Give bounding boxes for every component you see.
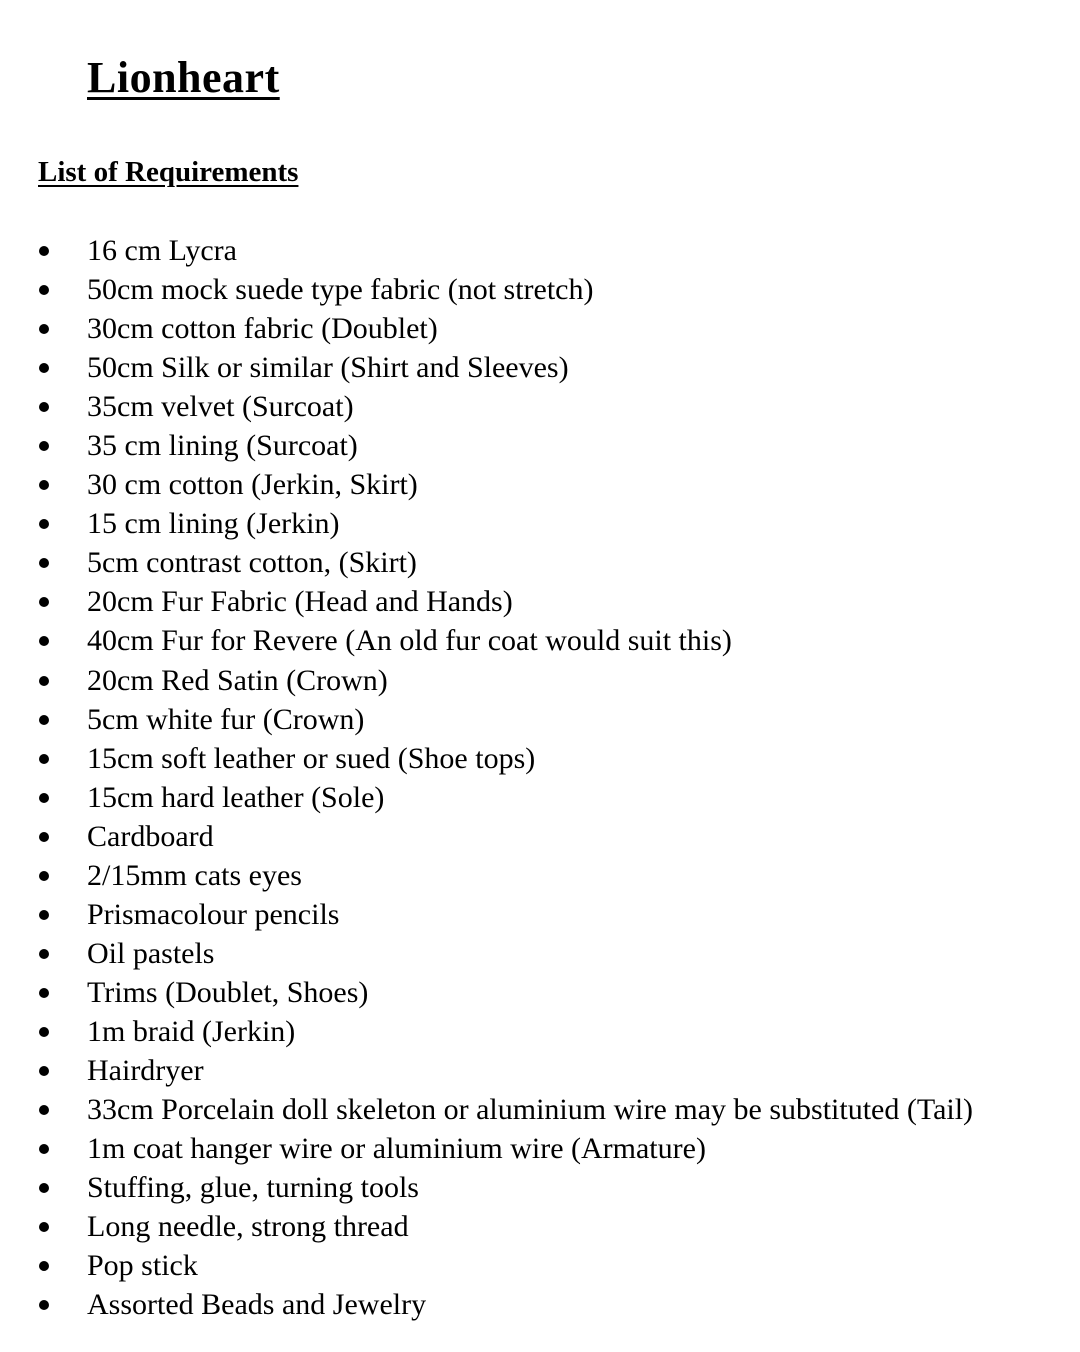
- list-item-text: Long needle, strong thread: [87, 1210, 409, 1244]
- list-item-text: 16 cm Lycra: [87, 234, 237, 267]
- list-item-text: 35 cm lining (Surcoat): [87, 429, 358, 463]
- bullet-icon: [39, 910, 49, 920]
- list-item: [0, 1012, 1080, 1051]
- bullet-icon: [39, 1300, 49, 1310]
- list-item-text: Assorted Beads and Jewelry: [87, 1288, 427, 1322]
- bullet-icon: [39, 324, 49, 334]
- list-item-text: 40cm Fur for Revere (An old fur coat would suit this): [87, 624, 732, 658]
- bullet-icon: [39, 597, 49, 607]
- list-item-text: 15 cm lining (Jerkin): [87, 507, 340, 541]
- bullet-icon: [39, 793, 49, 803]
- list-item: [0, 426, 1080, 465]
- bullet-icon: [39, 246, 49, 256]
- bullet-icon: [39, 1144, 49, 1154]
- list-item-text: 30cm cotton fabric (Doublet): [87, 312, 438, 346]
- list-item: [0, 1051, 1080, 1090]
- list-item-text: 50cm Silk or similar (Shirt and Sleeves): [87, 351, 569, 385]
- bullet-icon: [39, 285, 49, 295]
- bullet-icon: [39, 1105, 49, 1115]
- list-item-text: 30 cm cotton (Jerkin, Skirt): [87, 468, 418, 502]
- list-item: [0, 1246, 1080, 1285]
- bullet-icon: [39, 949, 49, 959]
- list-item: [0, 661, 1080, 700]
- list-item: [0, 1207, 1080, 1246]
- list-item: [0, 309, 1080, 348]
- list-item: [0, 1129, 1080, 1168]
- list-item: [0, 778, 1080, 817]
- bullet-icon: [39, 1261, 49, 1271]
- bullet-icon: [39, 402, 49, 412]
- bullet-icon: [39, 832, 49, 842]
- list-item-text: Pop stick: [87, 1249, 198, 1283]
- list-item: [0, 856, 1080, 895]
- list-item-text: 1m coat hanger wire or aluminium wire (Armature): [87, 1132, 706, 1166]
- bullet-icon: [39, 558, 49, 568]
- list-item-text: 15cm hard leather (Sole): [87, 780, 385, 814]
- list-item: [0, 1285, 1080, 1324]
- list-item: [0, 1168, 1080, 1207]
- list-item: [0, 231, 1080, 270]
- bullet-icon: [39, 754, 49, 764]
- list-item-text: Stuffing, glue, turning tools: [87, 1171, 419, 1205]
- bullet-icon: [39, 676, 49, 686]
- bullet-icon: [39, 1027, 49, 1037]
- bullet-icon: [39, 1183, 49, 1193]
- list-item-text: 15cm soft leather or sued (Shoe tops): [87, 741, 536, 775]
- list-item-text: 20cm Fur Fabric (Head and Hands): [87, 585, 513, 619]
- document-subtitle: List of Requirements: [38, 156, 299, 188]
- bullet-icon: [39, 441, 49, 451]
- list-item: [0, 973, 1080, 1012]
- bullet-icon: [39, 636, 49, 646]
- bullet-icon: [39, 871, 49, 881]
- list-item: [0, 739, 1080, 778]
- list-item: [0, 817, 1080, 856]
- list-item: [0, 895, 1080, 934]
- list-item-text: 33cm Porcelain doll skeleton or aluminium wire may be substituted (Tail): [87, 1093, 974, 1127]
- list-item-text: Hairdryer: [87, 1053, 204, 1087]
- list-item-text: 5cm contrast cotton, (Skirt): [87, 546, 417, 580]
- list-item: [0, 700, 1080, 739]
- bullet-icon: [39, 715, 49, 725]
- list-item: [0, 543, 1080, 582]
- list-item: [0, 1090, 1080, 1129]
- list-item: [0, 621, 1080, 660]
- list-item-text: 5cm white fur (Crown): [87, 702, 365, 736]
- list-item-text: Cardboard: [87, 819, 214, 853]
- list-item-text: Prismacolour pencils: [87, 897, 340, 931]
- list-item: [0, 934, 1080, 973]
- bullet-icon: [39, 988, 49, 998]
- document-title: Lionheart: [87, 53, 280, 102]
- requirements-list: [0, 231, 1080, 1324]
- list-item-text: Trims (Doublet, Shoes): [87, 975, 369, 1009]
- list-item-text: Oil pastels: [87, 936, 215, 970]
- list-item: [0, 582, 1080, 621]
- list-item: [0, 504, 1080, 543]
- list-item-text: 35cm velvet (Surcoat): [87, 390, 354, 424]
- list-item-text: 2/15mm cats eyes: [87, 858, 302, 892]
- list-item-text: 1m braid (Jerkin): [87, 1014, 296, 1048]
- list-item: [0, 387, 1080, 426]
- list-item-text: 20cm Red Satin (Crown): [87, 663, 388, 697]
- list-item: [0, 270, 1080, 309]
- list-item: [0, 465, 1080, 504]
- bullet-icon: [39, 519, 49, 529]
- bullet-icon: [39, 480, 49, 490]
- bullet-icon: [39, 363, 49, 373]
- list-item: [0, 348, 1080, 387]
- bullet-icon: [39, 1222, 49, 1232]
- bullet-icon: [39, 1066, 49, 1076]
- list-item-text: 50cm mock suede type fabric (not stretch): [87, 273, 594, 307]
